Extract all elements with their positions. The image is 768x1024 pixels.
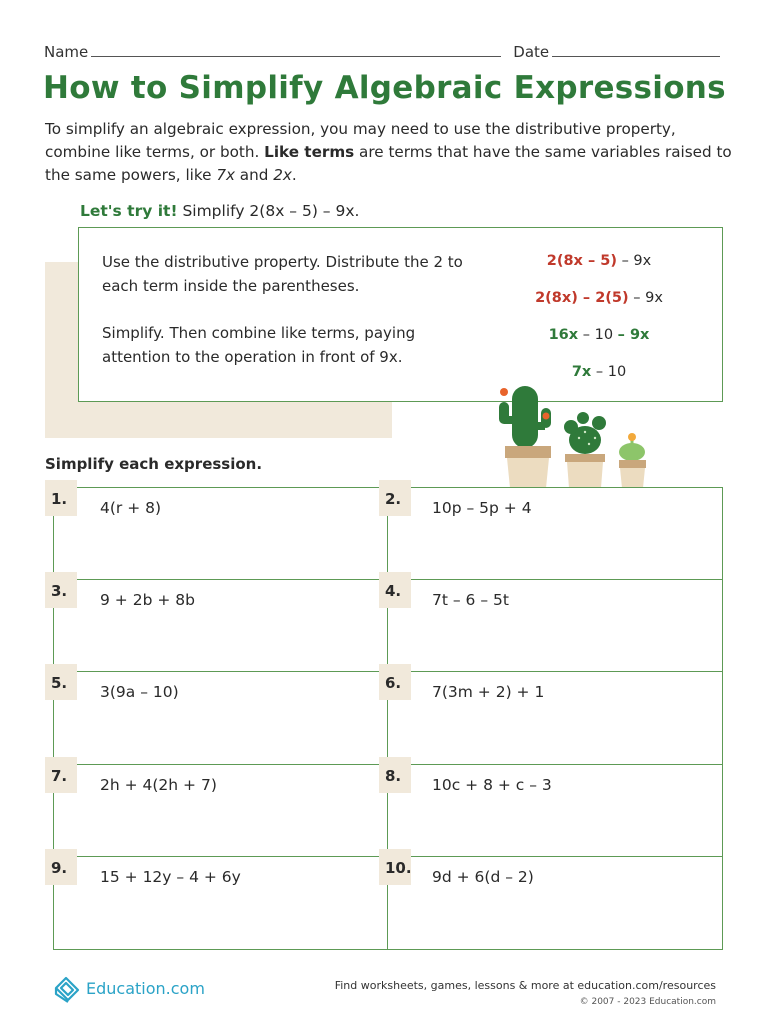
problem-cell[interactable] bbox=[385, 488, 722, 580]
problem-number: 8. bbox=[379, 757, 411, 793]
example-steps bbox=[499, 248, 699, 396]
practice-grid bbox=[53, 487, 723, 950]
problem-number: 10. bbox=[379, 849, 411, 885]
problem-number: 9. bbox=[45, 849, 77, 885]
problem-expression: 9 + 2b + 8b bbox=[100, 591, 195, 610]
problem-cell[interactable] bbox=[51, 580, 388, 672]
footer-copyright: © 2007 - 2023 Education.com bbox=[579, 997, 716, 1007]
try-it-text: Simplify 2(8x – 5) – 9x. bbox=[177, 202, 360, 220]
example-line-3: 16x – 10 – 9x bbox=[548, 327, 650, 343]
problem-expression: 10c + 8 + c – 3 bbox=[432, 775, 552, 794]
problem-expression: 15 + 12y – 4 + 6y bbox=[100, 867, 241, 886]
name-date-row bbox=[44, 43, 724, 61]
intro-text-1: To simplify an algebraic expression, you may need to use the distributive property, combine like terms, or both. bbox=[45, 120, 676, 161]
intro-example-1: 7x bbox=[216, 166, 235, 184]
page-title: How to Simplify Algebraic Expressions bbox=[43, 70, 726, 106]
date-field-line[interactable] bbox=[552, 43, 720, 57]
worked-example-box bbox=[78, 227, 723, 402]
problem-expression: 3(9a – 10) bbox=[100, 683, 179, 702]
problem-expression: 10p – 5p + 4 bbox=[432, 499, 532, 517]
problem-number: 5. bbox=[45, 664, 77, 700]
problem-expression: 7t – 6 – 5t bbox=[432, 591, 509, 610]
intro-text-2: are terms that have the same variables raised to the same powers, like bbox=[45, 143, 732, 184]
problem-number: 3. bbox=[45, 572, 77, 608]
problem-cell[interactable] bbox=[51, 672, 388, 764]
example-step-1-text: Use the distributive property. Distribute the 2 to each term inside the parentheses. bbox=[102, 253, 463, 295]
problem-expression: 7(3m + 2) + 1 bbox=[432, 683, 545, 702]
date-label: Date bbox=[513, 43, 550, 61]
problem-cell[interactable] bbox=[51, 857, 388, 949]
footer-text bbox=[335, 978, 716, 1010]
problem-cell[interactable] bbox=[385, 857, 722, 949]
try-it-heading bbox=[80, 202, 359, 220]
name-field-line[interactable] bbox=[91, 43, 501, 57]
problem-number: 6. bbox=[379, 664, 411, 700]
problem-cell[interactable] bbox=[51, 765, 388, 857]
problem-cell[interactable] bbox=[385, 765, 722, 857]
example-step-2-text: Simplify. Then combine like terms, paying attention to the operation in front of 9x. bbox=[102, 324, 416, 366]
problem-expression: 2h + 4(2h + 7) bbox=[100, 775, 217, 794]
problem-cell[interactable] bbox=[385, 672, 722, 764]
education-logo[interactable] bbox=[52, 972, 205, 1004]
example-line-4: 7x – 10 bbox=[571, 364, 627, 380]
cactus-illustration bbox=[495, 380, 655, 490]
try-it-lead: Let's try it! bbox=[80, 202, 178, 220]
problem-number: 7. bbox=[45, 757, 77, 793]
problem-number: 4. bbox=[379, 572, 411, 608]
intro-example-2: 2x bbox=[273, 166, 292, 184]
problem-number: 2. bbox=[379, 480, 411, 516]
intro-text-end: . bbox=[291, 166, 297, 184]
intro-bold-term: Like terms bbox=[264, 143, 355, 161]
practice-heading: Simplify each expression. bbox=[45, 455, 263, 473]
education-brand-text: Education.com bbox=[86, 978, 205, 998]
example-line-2: 2(8x) – 2(5) – 9x bbox=[535, 290, 663, 306]
name-label: Name bbox=[44, 43, 89, 61]
problem-cell[interactable] bbox=[385, 580, 722, 672]
footer-tagline: Find worksheets, games, lessons & more at education.com/resources bbox=[334, 979, 716, 992]
problem-expression: 4(r + 8) bbox=[100, 499, 162, 517]
problem-expression: 9d + 6(d – 2) bbox=[432, 867, 534, 886]
education-logo-icon bbox=[52, 972, 82, 1004]
intro-text-and: and bbox=[234, 166, 274, 184]
problem-number: 1. bbox=[45, 480, 77, 516]
example-line-1: 2(8x – 5) – 9x bbox=[546, 253, 652, 269]
problem-cell[interactable] bbox=[51, 488, 388, 580]
intro-paragraph bbox=[45, 118, 735, 187]
